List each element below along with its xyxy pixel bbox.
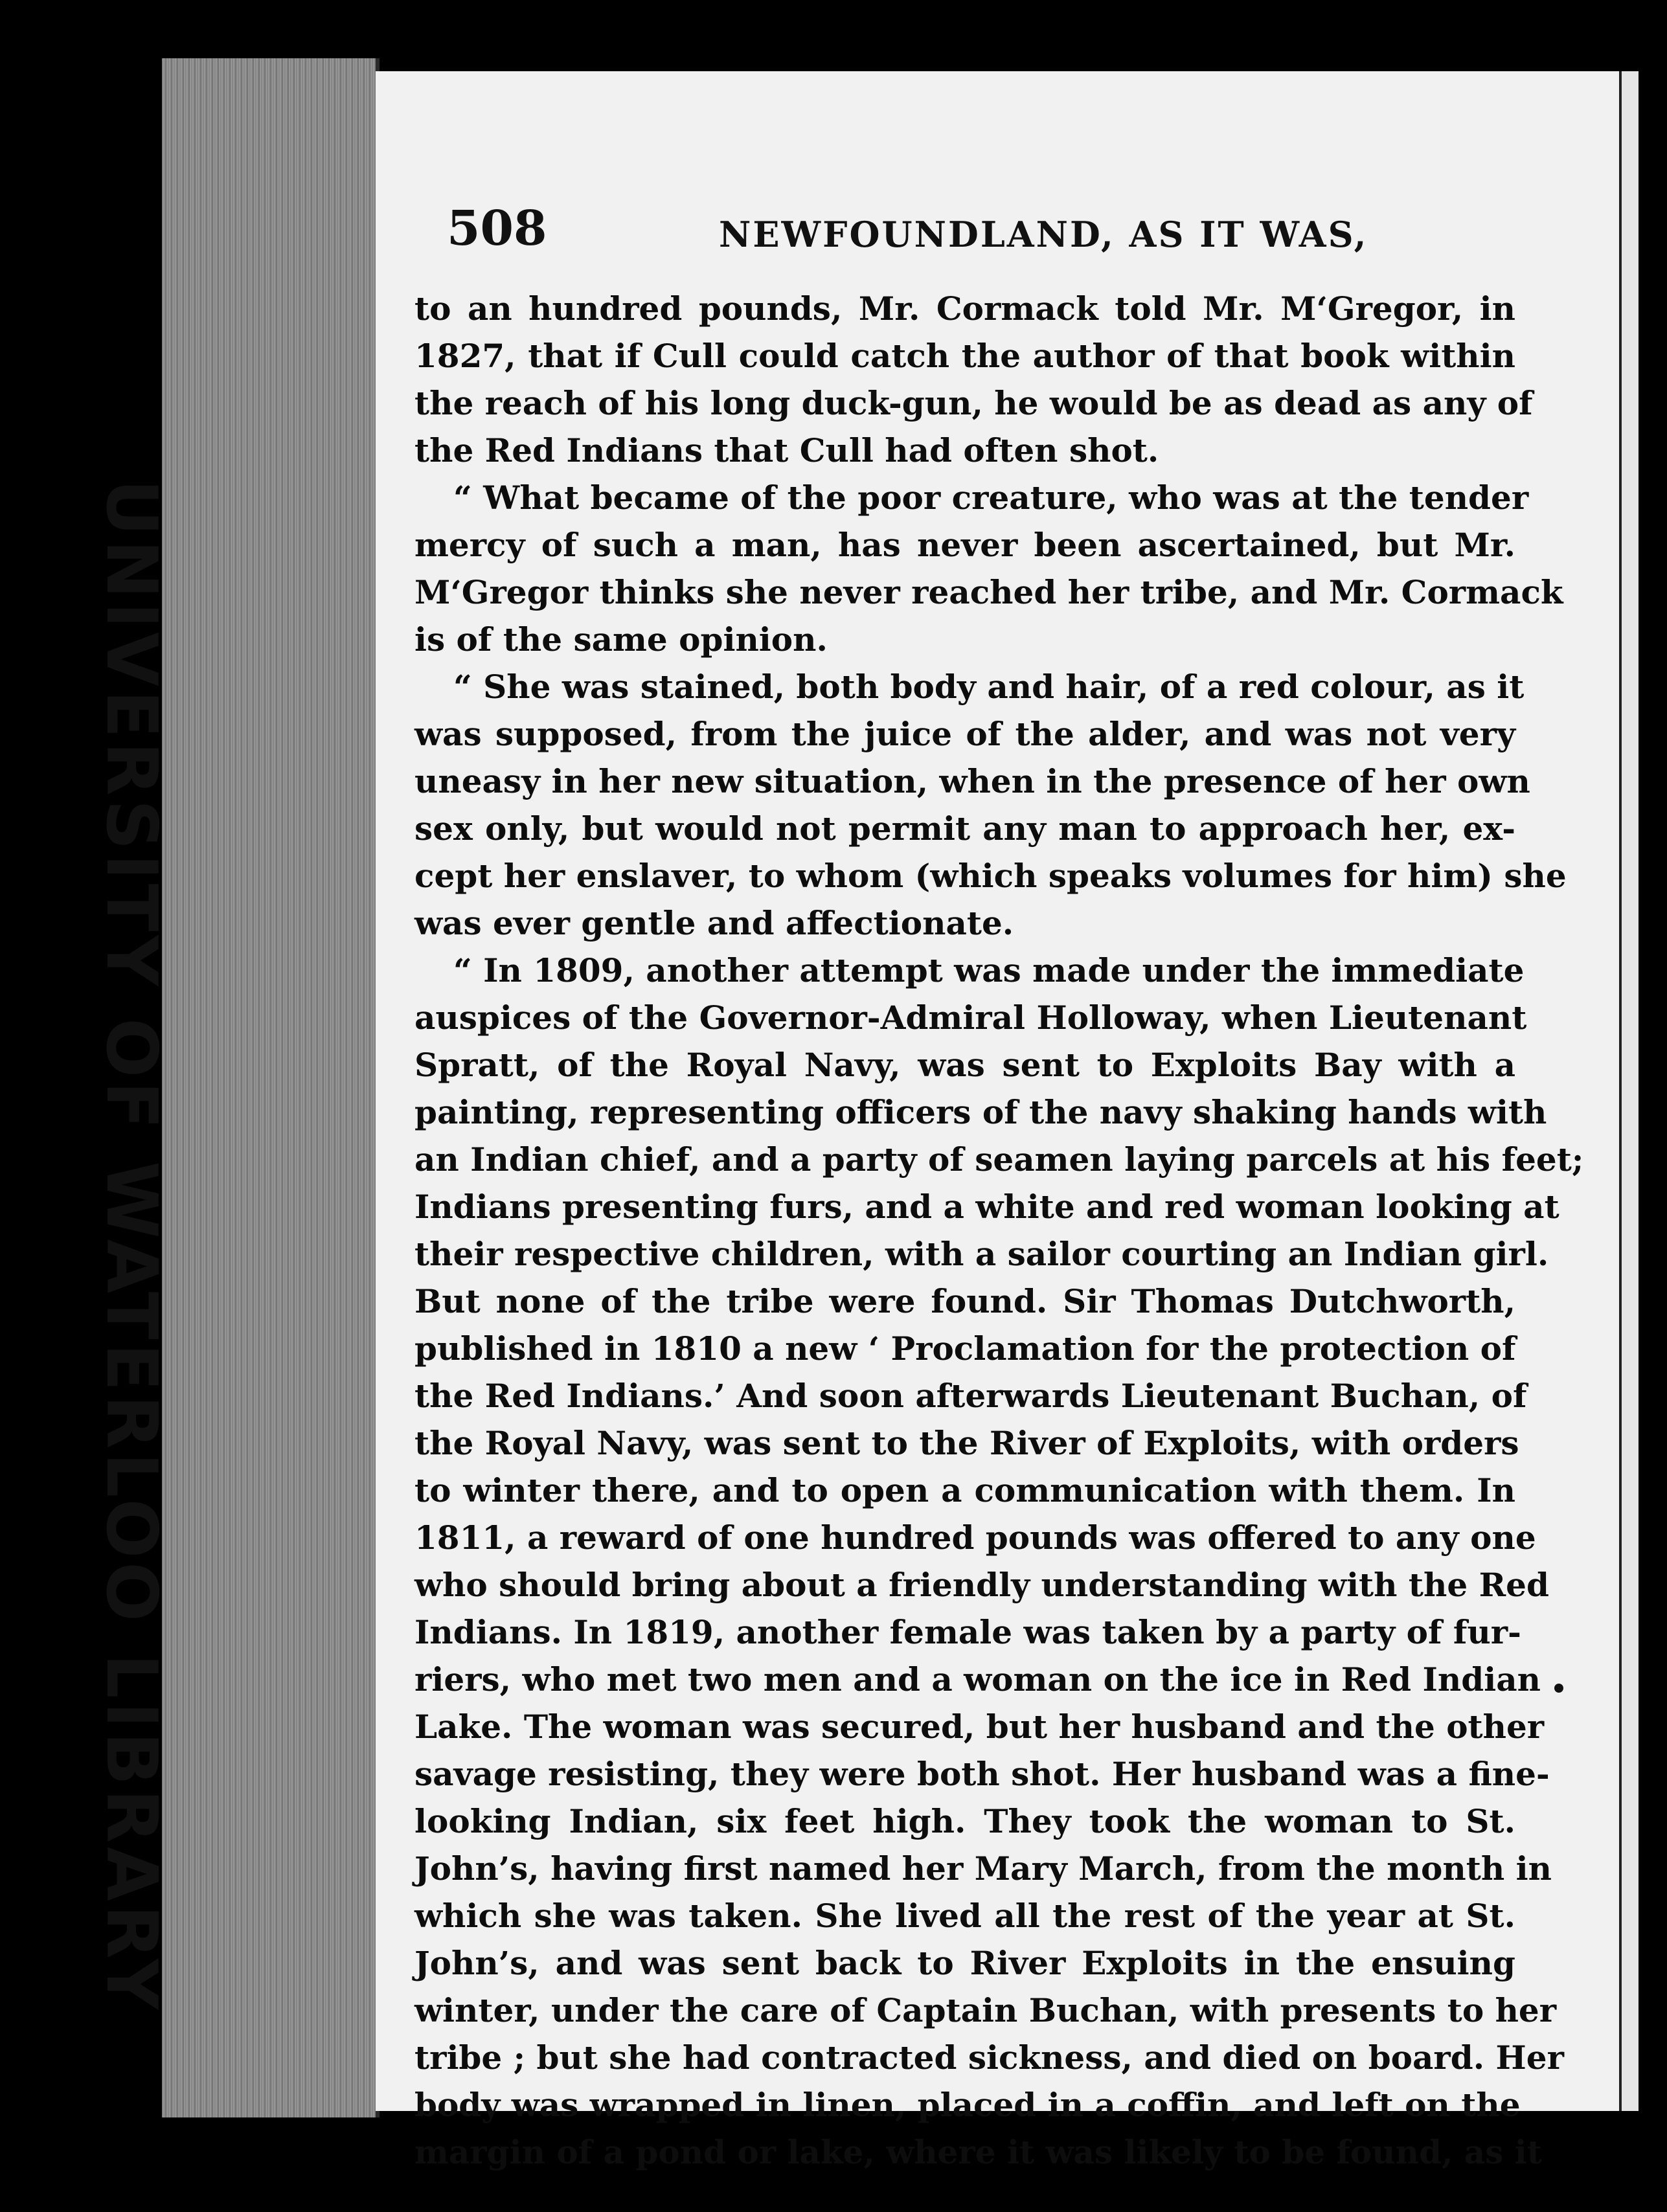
text-line: looking Indian, six feet high. They took the woman to St. [414, 1802, 1515, 1840]
text-line: to winter there, and to open a communication with them. In [414, 1471, 1515, 1509]
text-line: John’s, and was sent back to River Exploits in the ensuing [414, 1944, 1515, 1982]
book-fore-edge [162, 58, 380, 2117]
running-title: NEWFOUNDLAND, AS IT WAS, [719, 214, 1368, 255]
library-stamp: UNIVERSITY OF WATERLOO LIBRARY [91, 479, 172, 2014]
text-line: an Indian chief, and a party of seamen laying parcels at his feet; [414, 1140, 1584, 1179]
text-line: savage resisting, they were both shot. Her husband was a fine- [414, 1755, 1550, 1793]
next-page-edge [1619, 71, 1639, 2111]
text-line: John’s, having first named her Mary March, from the month in [414, 1849, 1552, 1888]
text-line: But none of the tribe were found. Sir Thomas Dutchworth, [414, 1282, 1515, 1320]
text-line: the reach of his long duck-gun, he would be as dead as any of [414, 384, 1533, 422]
ink-speck [1554, 1684, 1563, 1693]
page-body-text [414, 285, 1584, 2176]
text-line: published in 1810 a new ‘ Proclamation for the protection of [414, 1329, 1516, 1368]
text-line: Spratt, of the Royal Navy, was sent to Exploits Bay with a [414, 1046, 1515, 1084]
text-line: Indians. In 1819, another female was taken by a party of fur- [414, 1613, 1521, 1651]
text-line: body was wrapped in linen, placed in a coffin, and left on the [414, 2086, 1521, 2124]
text-line: auspices of the Governor-Admiral Holloway, when Lieutenant [414, 999, 1527, 1037]
text-line: the Royal Navy, was sent to the River of Exploits, with orders [414, 1424, 1519, 1462]
text-line: who should bring about a friendly understanding with the Red [414, 1566, 1549, 1604]
text-line: Indians presenting furs, and a white and red woman looking at [414, 1188, 1559, 1226]
text-line: tribe ; but she had contracted sickness, and died on board. Her [414, 2038, 1564, 2077]
text-line: the Red Indians.’ And soon afterwards Lieutenant Buchan, of [414, 1377, 1527, 1415]
text-line: mercy of such a man, has never been ascertained, but Mr. [414, 526, 1515, 564]
text-line: to an hundred pounds, Mr. Cormack told Mr. M‘Gregor, in [414, 289, 1515, 328]
text-line: riers, who met two men and a woman on the ice in Red Indian [414, 1660, 1541, 1699]
text-line: which she was taken. She lived all the rest of the year at St. [414, 1897, 1515, 1935]
text-line: “ What became of the poor creature, who was at the tender [453, 479, 1529, 517]
text-line: painting, representing officers of the navy shaking hands with [414, 1093, 1547, 1131]
text-line: cept her enslaver, to whom (which speaks volumes for him) she [414, 857, 1567, 895]
text-line: uneasy in her new situation, when in the presence of her own [414, 762, 1530, 800]
text-line: M‘Gregor thinks she never reached her tribe, and Mr. Cormack [414, 573, 1563, 611]
text-line: was supposed, from the juice of the alder, and was not very [414, 715, 1515, 753]
text-line: 1827, that if Cull could catch the author of that book within [414, 337, 1515, 375]
text-line: was ever gentle and affectionate. [414, 904, 1014, 942]
text-line: 1811, a reward of one hundred pounds was offered to any one [414, 1518, 1536, 1557]
text-line: their respective children, with a sailor courting an Indian girl. [414, 1235, 1549, 1273]
page-number: 508 [447, 201, 547, 256]
text-line: Lake. The woman was secured, but her husband and the other [414, 1708, 1545, 1746]
text-line: is of the same opinion. [414, 620, 828, 659]
text-line: “ She was stained, both body and hair, of a red colour, as it [453, 668, 1525, 706]
text-line: winter, under the care of Captain Buchan, with presents to her [414, 1991, 1557, 2029]
text-line: “ In 1809, another attempt was made under the immediate [453, 951, 1525, 989]
text-line: margin of a pond or lake, where it was likely to be found, as it [414, 2133, 1542, 2171]
text-line: sex only, but would not permit any man to approach her, ex- [414, 809, 1515, 848]
book-page [376, 71, 1619, 2171]
text-line: the Red Indians that Cull had often shot. [414, 431, 1159, 469]
